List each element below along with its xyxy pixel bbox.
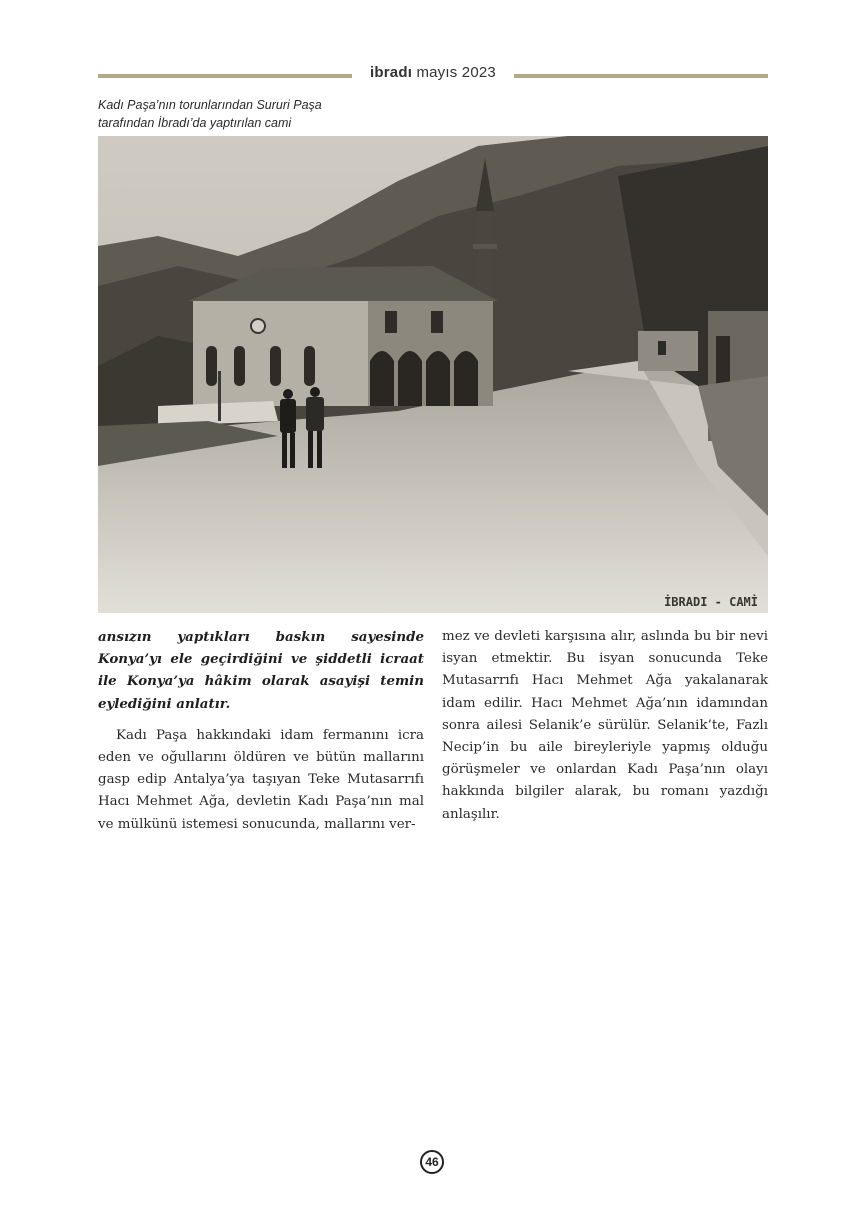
page-header	[98, 64, 768, 84]
page-number: 46	[420, 1150, 444, 1174]
photo-caption	[98, 96, 378, 132]
body-paragraph-right: mez ve devleti karşısına alır, aslında bu bir nevi isyan etmektir. Bu isyan sonucunda Teke Mutasarrıfı Hacı Mehmet Ağa yakalanarak idam edilir. Hacı Mehmet Ağa’nın idamından sonra ailesi Selanik’e sürülür. Selanik’te, Fazlı Necip’in bu aile bireyleriyle yapmış olduğu görüşmeler ve onlardan Kadı Paşa’nın olayı hakkında bilgiler alarak, bu romanı yazdığı anlaşılır.	[442, 629, 768, 822]
header-rule-right	[514, 74, 768, 78]
header-title	[354, 64, 512, 81]
photo-stamp: İBRADI - CAMİ	[664, 595, 758, 609]
body-paragraph-left: Kadı Paşa hakkındaki idam fermanını icra eden ve oğullarını öldüren ve bütün mallarını gasp edip Antalya’ya taşıyan Teke Mutasarrıfı Hacı Mehmet Ağa, devletin Kadı Paşa’nın mal ve mülkünü istemesi sonucunda, mallarını ver-	[98, 727, 424, 832]
header-brand: ibradı	[370, 64, 413, 81]
mosque-photo-drawing	[98, 136, 768, 613]
left-column	[98, 626, 424, 836]
header-issue: mayıs 2023	[416, 64, 496, 81]
mosque-photo	[98, 136, 768, 613]
lead-paragraph: ansızın yaptıkları baskın sayesinde Konya’yı ele geçirdiğini ve şiddetli icraat ile Konya’ya hâkim olarak asayişi temin eylediğini anlatır.	[98, 629, 424, 712]
caption-line-1: Kadı Paşa’nın torunlarından Sururi Paşa	[98, 98, 322, 112]
header-rule-left	[98, 74, 352, 78]
caption-line-2: tarafından İbradı’da yaptırılan cami	[98, 116, 292, 130]
right-column	[442, 626, 768, 826]
